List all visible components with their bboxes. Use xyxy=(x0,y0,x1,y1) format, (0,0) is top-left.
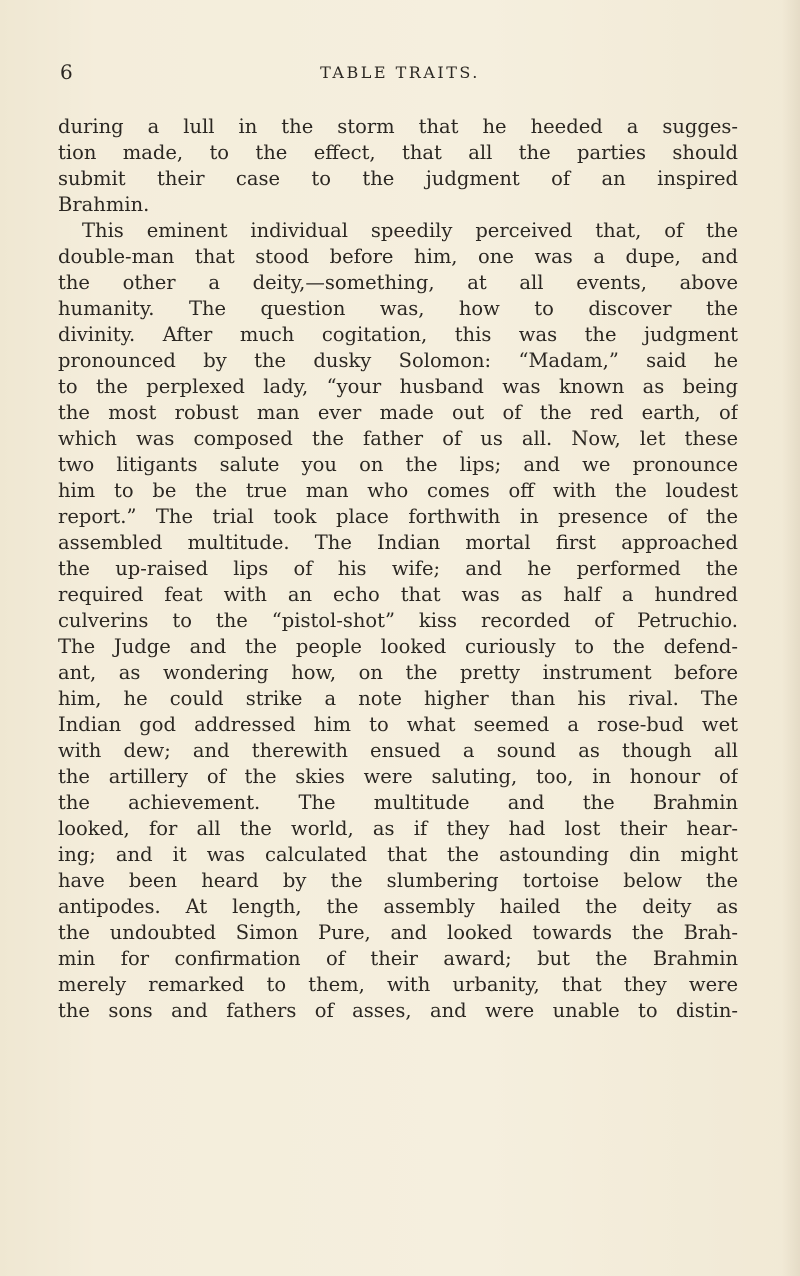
text-line: antipodes. At length, the assembly hailed the deity as xyxy=(58,895,738,918)
text-line: Brahmin. xyxy=(58,193,150,216)
text-line: with dew; and therewith ensued a sound as though all xyxy=(58,739,738,762)
text-line: the sons and fathers of asses, and were unable to distin- xyxy=(58,999,738,1022)
text-line: the achievement. The multitude and the Brahmin xyxy=(58,791,738,814)
text-line: The Judge and the people looked curiously to the defend- xyxy=(58,635,738,658)
text-line: culverins to the “pistol-shot” kiss recorded of Petruchio. xyxy=(58,609,738,632)
text-line: Indian god addressed him to what seemed a rose-bud wet xyxy=(58,713,738,736)
text-line: have been heard by the slumbering tortoise below the xyxy=(58,869,738,892)
text-line: which was composed the father of us all. Now, let these xyxy=(58,427,738,450)
text-line: the other a deity,—something, at all events, above xyxy=(58,271,738,294)
text-line: pronounced by the dusky Solomon: “Madam,” said he xyxy=(58,349,738,372)
text-line: merely remarked to them, with urbanity, that they were xyxy=(58,973,738,996)
text-line: report.” The trial took place forthwith in presence of the xyxy=(58,505,738,528)
text-line: assembled multitude. The Indian mortal first approached xyxy=(58,531,738,554)
text-line: ing; and it was calculated that the astounding din might xyxy=(58,843,738,866)
body-text xyxy=(58,114,738,1024)
page-edge-shadow xyxy=(782,0,800,1276)
text-line: submit their case to the judgment of an inspired xyxy=(58,167,738,190)
text-line: This eminent individual speedily perceived that, of the xyxy=(82,219,738,242)
text-line: during a lull in the storm that he heeded a sugges- xyxy=(58,115,738,138)
text-line: the up-raised lips of his wife; and he performed the xyxy=(58,557,738,580)
text-line: humanity. The question was, how to discover the xyxy=(58,297,738,320)
text-line: ant, as wondering how, on the pretty instrument before xyxy=(58,661,738,684)
running-title: TABLE TRAITS. xyxy=(320,63,480,82)
text-line: required feat with an echo that was as half a hundred xyxy=(58,583,738,606)
text-line: him to be the true man who comes off with the loudest xyxy=(58,479,738,502)
text-line: looked, for all the world, as if they had lost their hear- xyxy=(58,817,738,840)
text-line: tion made, to the effect, that all the parties should xyxy=(58,141,738,164)
text-line: divinity. After much cogitation, this was the judgment xyxy=(58,323,738,346)
page-number: 6 xyxy=(60,60,73,84)
text-line: to the perplexed lady, “your husband was known as being xyxy=(58,375,738,398)
text-line: two litigants salute you on the lips; and we pronounce xyxy=(58,453,738,476)
text-line: min for confirmation of their award; but the Brahmin xyxy=(58,947,738,970)
text-line: the undoubted Simon Pure, and looked towards the Brah- xyxy=(58,921,738,944)
text-line: him, he could strike a note higher than his rival. The xyxy=(58,687,738,710)
text-line: the artillery of the skies were saluting, too, in honour of xyxy=(58,765,738,788)
text-line: the most robust man ever made out of the red earth, of xyxy=(58,401,738,424)
text-line: double-man that stood before him, one was a dupe, and xyxy=(58,245,738,268)
